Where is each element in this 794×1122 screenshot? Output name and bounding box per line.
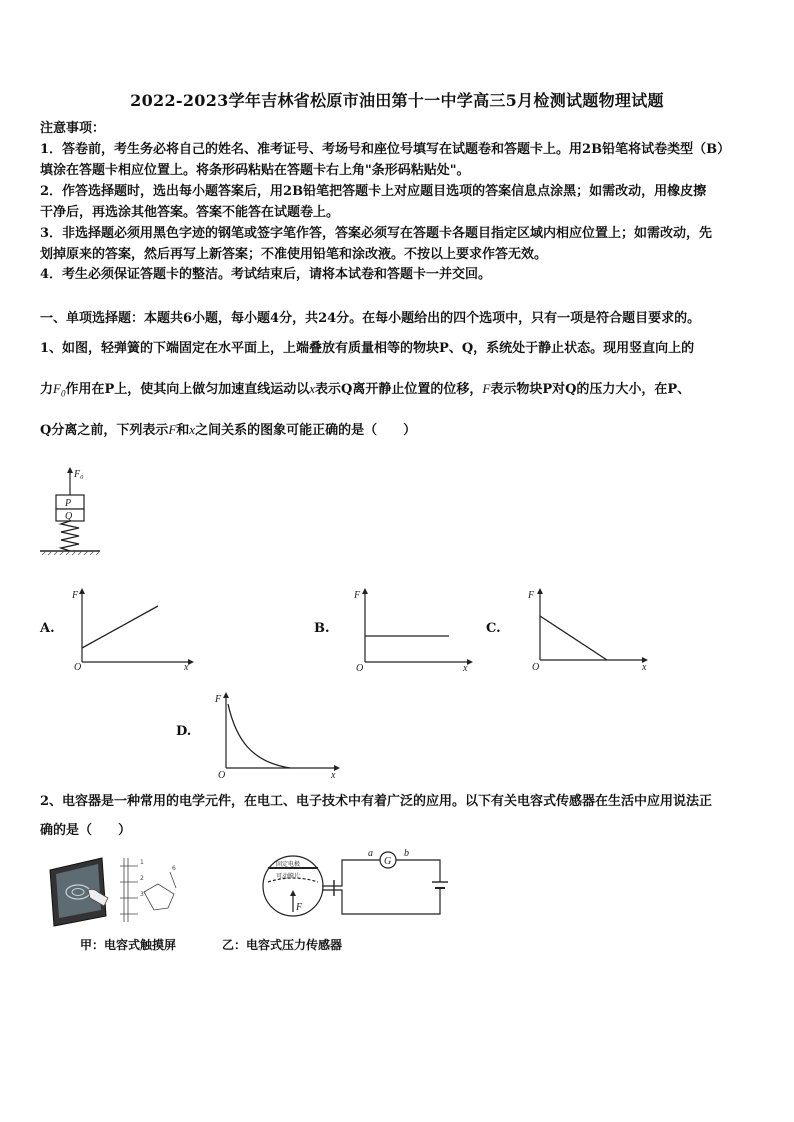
axis-label-x: x: [463, 663, 468, 674]
question-1-line-3: [40, 420, 416, 441]
label-movable-membrane: 可动膜片: [276, 873, 301, 880]
figure-caption-yi: 乙：电容式压力传感器: [222, 938, 343, 952]
label-b: b: [404, 848, 409, 859]
axis-label-F: F: [528, 590, 535, 601]
symbol-subscript: 0: [60, 388, 66, 399]
symbol-F: F: [482, 381, 491, 396]
option-c-label: C.: [486, 621, 501, 636]
axis-label-x: x: [642, 662, 647, 673]
text: 力: [40, 382, 54, 397]
section-heading: 一、单项选择题：本题共6小题，每小题4分，共24分。在每小题给出的四个选项中，只有一项是符合题目要求的。: [40, 311, 701, 326]
text: 表示Q离开静止位置的位移，: [315, 382, 483, 397]
label-a: a: [368, 848, 373, 859]
label-P: P: [65, 498, 72, 509]
option-b-graph: [345, 586, 475, 674]
notice-line: 3．非选择题必须用黑色字迹的钢笔或签字笔作答，答案必须写在答题卡各题目指定区域内相应位置上；如需改动，先: [40, 226, 713, 241]
svg-text:3: 3: [140, 891, 144, 898]
notice-heading: 注意事项：: [40, 121, 106, 136]
symbol-F0: F: [53, 381, 61, 396]
notice-line: 2．作答选择题时，选出每小题答案后，用2B铅笔把答题卡上对应题目选项的答案信息点涂黑；如需改动，用橡皮擦: [40, 184, 707, 199]
graph-line: [82, 606, 158, 648]
svg-text:6: 6: [172, 865, 176, 872]
text: 作用在P上，使其向上做匀加速直线运动以: [65, 382, 310, 397]
option-c-graph: [512, 586, 652, 671]
text: 之间关系的图象可能正确的是（ ）: [195, 423, 417, 438]
label-Q: Q: [65, 511, 73, 522]
touch-screen-figure: [44, 852, 194, 932]
question-1-line-1: 1、如图，轻弹簧的下端固定在水平面上，上端叠放有质量相等的物块P、Q，系统处于静止状态。现用竖直向上的: [40, 341, 695, 356]
axis-origin: O: [356, 663, 364, 674]
notice-line: 1．答卷前，考生务必将自己的姓名、准考证号、考场号和座位号填写在试题卷和答题卡上。用2B铅笔将试卷类型（B）: [40, 142, 731, 157]
text: Q分离之前，下列表示: [40, 423, 169, 438]
pressure-sensor-figure: [256, 846, 446, 936]
axis-label-x: x: [184, 662, 189, 673]
axis-origin: O: [532, 662, 540, 673]
label-fixed-electrode: 固定电极: [276, 861, 301, 868]
symbol-x: x: [309, 381, 316, 396]
notice-line: 4．考生必须保证答题卡的整洁。考试结束后，请将本试卷和答题卡一并交回。: [40, 267, 492, 282]
axis-label-x: x: [331, 770, 336, 781]
option-a-label: A.: [40, 621, 55, 636]
symbol-x: x: [189, 422, 196, 437]
option-a-graph: [66, 586, 196, 671]
svg-text:2: 2: [140, 875, 144, 882]
label-G: G: [384, 856, 392, 867]
notice-line: 干净后，再选涂其他答案。答案不能答在试题卷上。: [40, 205, 340, 220]
axis-origin: O: [218, 770, 226, 781]
svg-text:1: 1: [140, 859, 144, 866]
axis-label-F: F: [72, 590, 79, 601]
figure-caption-jia: 甲：电容式触摸屏: [80, 938, 177, 952]
option-b-label: B.: [314, 621, 330, 636]
label-F0: F₀: [74, 469, 84, 480]
symbol-F: F: [168, 422, 177, 437]
graph-line: [540, 616, 607, 660]
page-title: 2022-2023学年吉林省松原市油田第十一中学高三5月检测试题物理试题: [130, 91, 664, 110]
question-1-line-2: [40, 379, 690, 404]
text: 表示物块P对Q的压力大小，在P、: [490, 382, 691, 397]
question-2-line-1: 2、电容器是一种常用的电学元件，在电工、电子技术中有着广泛的应用。以下有关电容式传感器在生活中应用说法正: [40, 794, 713, 809]
graph-curve: [228, 704, 290, 768]
spring-blocks-figure: [34, 465, 104, 560]
axis-label-F: F: [354, 590, 361, 601]
notice-line: 填涂在答题卡相应位置上。将条形码粘贴在答题卡右上角"条形码粘贴处"。: [40, 163, 470, 178]
notice-line: 划掉原来的答案，然后再写上新答案；不准使用铅笔和涂改液。不按以上要求作答无效。: [40, 247, 548, 262]
text: 和: [176, 423, 190, 438]
option-d-label: D.: [176, 724, 192, 739]
option-d-graph: [208, 690, 343, 780]
label-F: F: [296, 902, 303, 913]
question-2-line-2: 确的是（ ）: [40, 823, 132, 838]
axis-label-F: F: [215, 694, 222, 705]
axis-origin: O: [74, 662, 82, 673]
